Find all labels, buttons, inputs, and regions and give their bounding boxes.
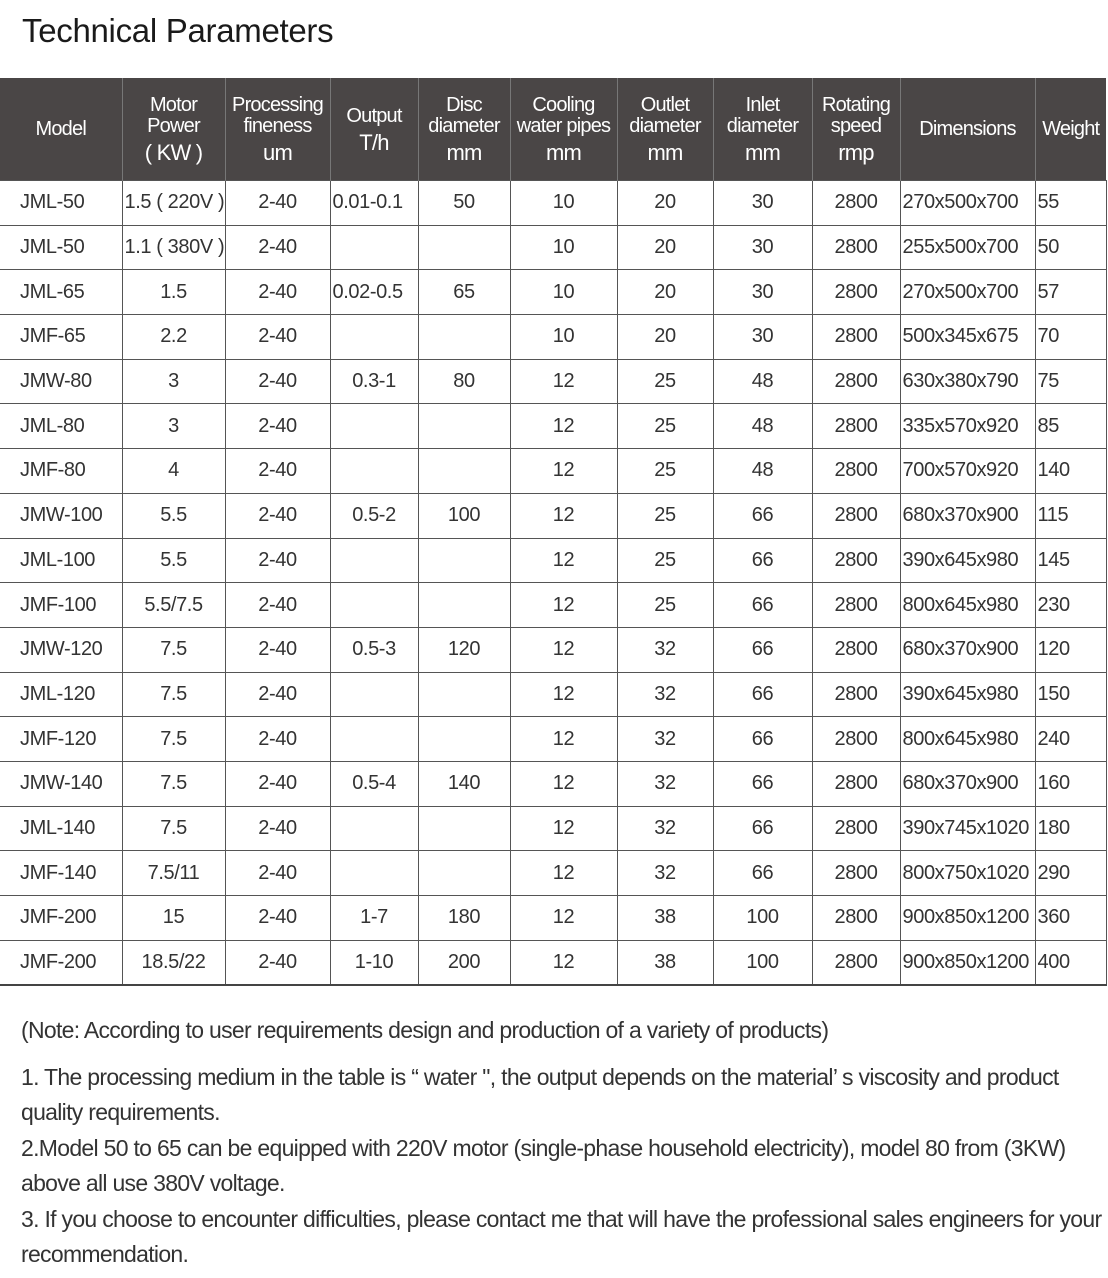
column-header <box>900 78 1035 181</box>
table-cell: 25 <box>617 493 713 538</box>
table-cell: 25 <box>617 538 713 583</box>
table-cell: 32 <box>617 627 713 672</box>
table-cell: 2800 <box>812 851 900 896</box>
table-cell: 65 <box>418 270 510 315</box>
table-cell: 85 <box>1035 404 1106 449</box>
table-cell: 900x850x1200 <box>900 940 1035 985</box>
table-cell: 66 <box>713 851 812 896</box>
table-cell: 255x500x700 <box>900 225 1035 270</box>
table-cell: 800x645x980 <box>900 717 1035 762</box>
table-cell: 12 <box>510 672 617 717</box>
table-cell: 0.5-3 <box>330 627 418 672</box>
column-label: Rotating speed <box>821 94 891 137</box>
table-cell: 0.5-4 <box>330 761 418 806</box>
column-header <box>713 78 812 181</box>
column-header <box>330 78 418 181</box>
note-item-1: 1. The processing medium in the table is “ water ", the output depends on the material’ s viscosity and product quality requirements. <box>21 1063 1059 1125</box>
table-row <box>0 627 1106 672</box>
table-cell: JML-80 <box>0 404 122 449</box>
table-cell: 150 <box>1035 672 1106 717</box>
column-label: Output <box>346 104 402 127</box>
table-cell: 2-40 <box>225 225 330 270</box>
table-cell: 48 <box>713 449 812 494</box>
table-cell: 2.2 <box>122 315 225 360</box>
table-cell: 2800 <box>812 940 900 985</box>
table-cell <box>330 717 418 762</box>
table-cell: 75 <box>1035 359 1106 404</box>
table-cell <box>330 449 418 494</box>
table-cell: 12 <box>510 806 617 851</box>
table-cell: 1.1 ( 380V ) <box>122 225 225 270</box>
table-cell: 70 <box>1035 315 1106 360</box>
table-cell: 2-40 <box>225 181 330 226</box>
note-item-3: 3. If you choose to encounter difficulties, please contact me that will have the professional sales engineers for your recommendation. <box>21 1205 1102 1267</box>
table-cell: 2-40 <box>225 851 330 896</box>
table-cell: 20 <box>617 270 713 315</box>
table-cell: 4 <box>122 449 225 494</box>
table-cell: 2800 <box>812 583 900 628</box>
table-row <box>0 493 1106 538</box>
table-cell: 390x645x980 <box>900 538 1035 583</box>
table-cell: 115 <box>1035 493 1106 538</box>
table-row <box>0 315 1106 360</box>
table-cell: 10 <box>510 315 617 360</box>
table-cell: 2800 <box>812 717 900 762</box>
table-cell: 335x570x920 <box>900 404 1035 449</box>
table-cell: 12 <box>510 493 617 538</box>
table-cell: 10 <box>510 225 617 270</box>
table-cell: 290 <box>1035 851 1106 896</box>
note-item-2: 2.Model 50 to 65 can be equipped with 220V motor (single-phase household electricity), model 80 from (3KW) above all use 380V voltage. <box>21 1134 1066 1196</box>
table-cell: 38 <box>617 896 713 941</box>
table-cell: 680x370x900 <box>900 627 1035 672</box>
table-cell: 0.02-0.5 <box>330 270 418 315</box>
table-cell <box>418 851 510 896</box>
table-cell: 5.5 <box>122 538 225 583</box>
table-cell: 66 <box>713 538 812 583</box>
table-cell: 240 <box>1035 717 1106 762</box>
table-cell: 270x500x700 <box>900 270 1035 315</box>
table-cell: 2800 <box>812 181 900 226</box>
table-cell <box>330 315 418 360</box>
table-row <box>0 806 1106 851</box>
table-cell: 12 <box>510 851 617 896</box>
table-cell: 12 <box>510 761 617 806</box>
table-cell <box>418 449 510 494</box>
table-cell: JMF-200 <box>0 940 122 985</box>
table-cell: 2-40 <box>225 672 330 717</box>
table-cell: 2800 <box>812 315 900 360</box>
table-cell: 48 <box>713 404 812 449</box>
table-cell <box>418 583 510 628</box>
table-cell: 390x645x980 <box>900 672 1035 717</box>
table-cell: 140 <box>418 761 510 806</box>
table-cell: 2-40 <box>225 493 330 538</box>
table-cell: 7.5 <box>122 717 225 762</box>
table-cell: 360 <box>1035 896 1106 941</box>
table-cell <box>330 538 418 583</box>
table-cell: 5.5/7.5 <box>122 583 225 628</box>
column-unit: mm <box>545 140 582 165</box>
technical-parameters-table <box>0 78 1107 986</box>
table-row <box>0 851 1106 896</box>
table-row <box>0 538 1106 583</box>
table-cell: 2-40 <box>225 359 330 404</box>
table-cell: 100 <box>418 493 510 538</box>
column-unit: um <box>263 140 292 165</box>
column-unit: mm <box>647 140 683 165</box>
table-cell: 10 <box>510 181 617 226</box>
table-cell: 700x570x920 <box>900 449 1035 494</box>
table-cell: 25 <box>617 404 713 449</box>
table-cell: 2800 <box>812 761 900 806</box>
table-cell: 2800 <box>812 896 900 941</box>
table-cell: 12 <box>510 583 617 628</box>
table-row <box>0 359 1106 404</box>
table-cell: 2-40 <box>225 583 330 628</box>
table-cell: 18.5/22 <box>122 940 225 985</box>
table-cell: 50 <box>1035 225 1106 270</box>
table-cell <box>330 225 418 270</box>
column-header <box>1035 78 1106 181</box>
table-cell: 2-40 <box>225 449 330 494</box>
table-cell: 12 <box>510 359 617 404</box>
table-cell: 400 <box>1035 940 1106 985</box>
table-cell: JMF-100 <box>0 583 122 628</box>
table-cell: 3 <box>122 359 225 404</box>
column-unit: mm <box>446 140 482 165</box>
table-row <box>0 270 1106 315</box>
table-cell: 390x745x1020 <box>900 806 1035 851</box>
table-cell: 66 <box>713 806 812 851</box>
table-cell: 120 <box>1035 627 1106 672</box>
table-cell: JMF-120 <box>0 717 122 762</box>
table-cell: 20 <box>617 315 713 360</box>
table-cell: JML-50 <box>0 225 122 270</box>
table-cell: 57 <box>1035 270 1106 315</box>
table-cell: 66 <box>713 493 812 538</box>
table-cell: 50 <box>418 181 510 226</box>
table-cell: 630x380x790 <box>900 359 1035 404</box>
table-cell: 2-40 <box>225 404 330 449</box>
table-cell: 2-40 <box>225 627 330 672</box>
table-cell: 38 <box>617 940 713 985</box>
table-cell: 2-40 <box>225 761 330 806</box>
table-cell: 1-7 <box>330 896 418 941</box>
table-cell: 7.5 <box>122 672 225 717</box>
table-cell <box>330 806 418 851</box>
column-label: Cooling water pipes <box>516 94 611 137</box>
table-cell: JMF-140 <box>0 851 122 896</box>
table-cell: JML-50 <box>0 181 122 226</box>
table-cell: JMW-120 <box>0 627 122 672</box>
table-cell: 12 <box>510 404 617 449</box>
table-cell <box>418 717 510 762</box>
table-cell: 2-40 <box>225 940 330 985</box>
table-cell <box>418 315 510 360</box>
table-cell: 32 <box>617 806 713 851</box>
table-cell <box>418 806 510 851</box>
table-cell: 12 <box>510 896 617 941</box>
table-cell: 270x500x700 <box>900 181 1035 226</box>
table-cell: 1-10 <box>330 940 418 985</box>
table-row <box>0 896 1106 941</box>
table-cell: JML-140 <box>0 806 122 851</box>
table-cell: 2800 <box>812 225 900 270</box>
table-cell: JMW-140 <box>0 761 122 806</box>
table-cell: 10 <box>510 270 617 315</box>
table-cell: 5.5 <box>122 493 225 538</box>
table-cell: 2800 <box>812 672 900 717</box>
table-cell: 200 <box>418 940 510 985</box>
table-cell: 1.5 <box>122 270 225 315</box>
table-cell: 66 <box>713 761 812 806</box>
table-cell <box>418 225 510 270</box>
table-cell: 55 <box>1035 181 1106 226</box>
table-cell: 145 <box>1035 538 1106 583</box>
table-cell: JMW-100 <box>0 493 122 538</box>
table-row <box>0 449 1106 494</box>
table-cell: 800x750x1020 <box>900 851 1035 896</box>
table-header-row <box>0 78 1106 181</box>
table-cell: 2800 <box>812 538 900 583</box>
table-cell <box>330 672 418 717</box>
table-cell: 80 <box>418 359 510 404</box>
page-title: Technical Parameters <box>22 12 334 49</box>
table-cell: JMW-80 <box>0 359 122 404</box>
table-cell: 12 <box>510 449 617 494</box>
table-cell: 20 <box>617 225 713 270</box>
column-header <box>225 78 330 181</box>
table-cell: JML-120 <box>0 672 122 717</box>
table-cell: 25 <box>617 359 713 404</box>
notes-heading: (Note: According to user requirements design and production of a variety of products) <box>21 1017 829 1043</box>
column-label: Motor Power <box>147 94 200 137</box>
table-cell: JML-65 <box>0 270 122 315</box>
table-cell: 180 <box>418 896 510 941</box>
table-cell: 48 <box>713 359 812 404</box>
column-unit: rmp <box>838 140 874 165</box>
table-cell: 2-40 <box>225 717 330 762</box>
column-header <box>617 78 713 181</box>
table-cell: 680x370x900 <box>900 493 1035 538</box>
table-cell: 32 <box>617 761 713 806</box>
table-cell: 30 <box>713 270 812 315</box>
table-cell: JMF-65 <box>0 315 122 360</box>
table-row <box>0 761 1106 806</box>
table-cell: 2-40 <box>225 806 330 851</box>
table-cell: 12 <box>510 538 617 583</box>
column-label: Inlet diameter <box>726 94 799 137</box>
table-cell: 0.5-2 <box>330 493 418 538</box>
table-cell: 7.5 <box>122 806 225 851</box>
table-cell: 12 <box>510 627 617 672</box>
table-cell: 0.3-1 <box>330 359 418 404</box>
table-cell <box>330 851 418 896</box>
table-cell: 120 <box>418 627 510 672</box>
table-cell: 1.5 ( 220V ) <box>122 181 225 226</box>
table-cell: 66 <box>713 672 812 717</box>
table-cell <box>418 538 510 583</box>
table-cell: 140 <box>1035 449 1106 494</box>
column-label: Outlet diameter <box>629 94 701 137</box>
table-cell: 2800 <box>812 404 900 449</box>
table-cell: JML-100 <box>0 538 122 583</box>
table-cell: 15 <box>122 896 225 941</box>
table-cell: 66 <box>713 583 812 628</box>
column-unit: T/h <box>359 129 389 155</box>
table-cell: 2800 <box>812 627 900 672</box>
column-label: Weight <box>1042 117 1100 140</box>
table-row <box>0 583 1106 628</box>
table-cell: 7.5 <box>122 627 225 672</box>
table-cell <box>418 672 510 717</box>
table-cell: 3 <box>122 404 225 449</box>
table-cell: JMF-200 <box>0 896 122 941</box>
table-row <box>0 717 1106 762</box>
column-header <box>0 78 122 181</box>
column-unit: ( KW ) <box>144 140 203 165</box>
table-cell: 2800 <box>812 806 900 851</box>
table-cell: 2800 <box>812 449 900 494</box>
column-label: Model <box>35 117 86 140</box>
table-cell: 30 <box>713 225 812 270</box>
table-row <box>0 672 1106 717</box>
table-cell: 12 <box>510 940 617 985</box>
table-cell: 680x370x900 <box>900 761 1035 806</box>
table-cell: 12 <box>510 717 617 762</box>
column-header <box>812 78 900 181</box>
column-label: Disc diameter <box>428 94 500 137</box>
table-cell: 100 <box>713 940 812 985</box>
table-cell: 25 <box>617 583 713 628</box>
table-cell: 2-40 <box>225 315 330 360</box>
column-label: Processing fineness <box>232 94 323 137</box>
table-cell: 30 <box>713 181 812 226</box>
table-cell: 66 <box>713 717 812 762</box>
table-cell <box>418 404 510 449</box>
table-cell: 230 <box>1035 583 1106 628</box>
table-row <box>0 404 1106 449</box>
table-cell: 500x345x675 <box>900 315 1035 360</box>
table-cell: 160 <box>1035 761 1106 806</box>
table-cell: 32 <box>617 672 713 717</box>
table-cell: 100 <box>713 896 812 941</box>
column-header <box>122 78 225 181</box>
table-cell: 7.5 <box>122 761 225 806</box>
table-cell: 2800 <box>812 493 900 538</box>
table-cell: 25 <box>617 449 713 494</box>
table-cell <box>330 404 418 449</box>
table-cell: 180 <box>1035 806 1106 851</box>
table-cell: 2-40 <box>225 270 330 315</box>
table-cell: 2-40 <box>225 538 330 583</box>
table-cell: 20 <box>617 181 713 226</box>
column-header <box>510 78 617 181</box>
table-cell: 2-40 <box>225 896 330 941</box>
table-cell: 800x645x980 <box>900 583 1035 628</box>
table-cell: 0.01-0.1 <box>330 181 418 226</box>
column-header <box>418 78 510 181</box>
table-cell: JMF-80 <box>0 449 122 494</box>
table-cell: 900x850x1200 <box>900 896 1035 941</box>
table-row <box>0 181 1106 226</box>
table-cell: 7.5/11 <box>122 851 225 896</box>
notes-section <box>21 1013 1106 1273</box>
table-cell: 66 <box>713 627 812 672</box>
table-cell: 32 <box>617 717 713 762</box>
table-cell <box>330 583 418 628</box>
table-cell: 2800 <box>812 270 900 315</box>
table-cell: 32 <box>617 851 713 896</box>
column-label: Dimensions <box>919 117 1016 140</box>
table-row <box>0 940 1106 985</box>
table-cell: 2800 <box>812 359 900 404</box>
table-cell: 30 <box>713 315 812 360</box>
column-unit: mm <box>744 140 781 165</box>
table-row <box>0 225 1106 270</box>
